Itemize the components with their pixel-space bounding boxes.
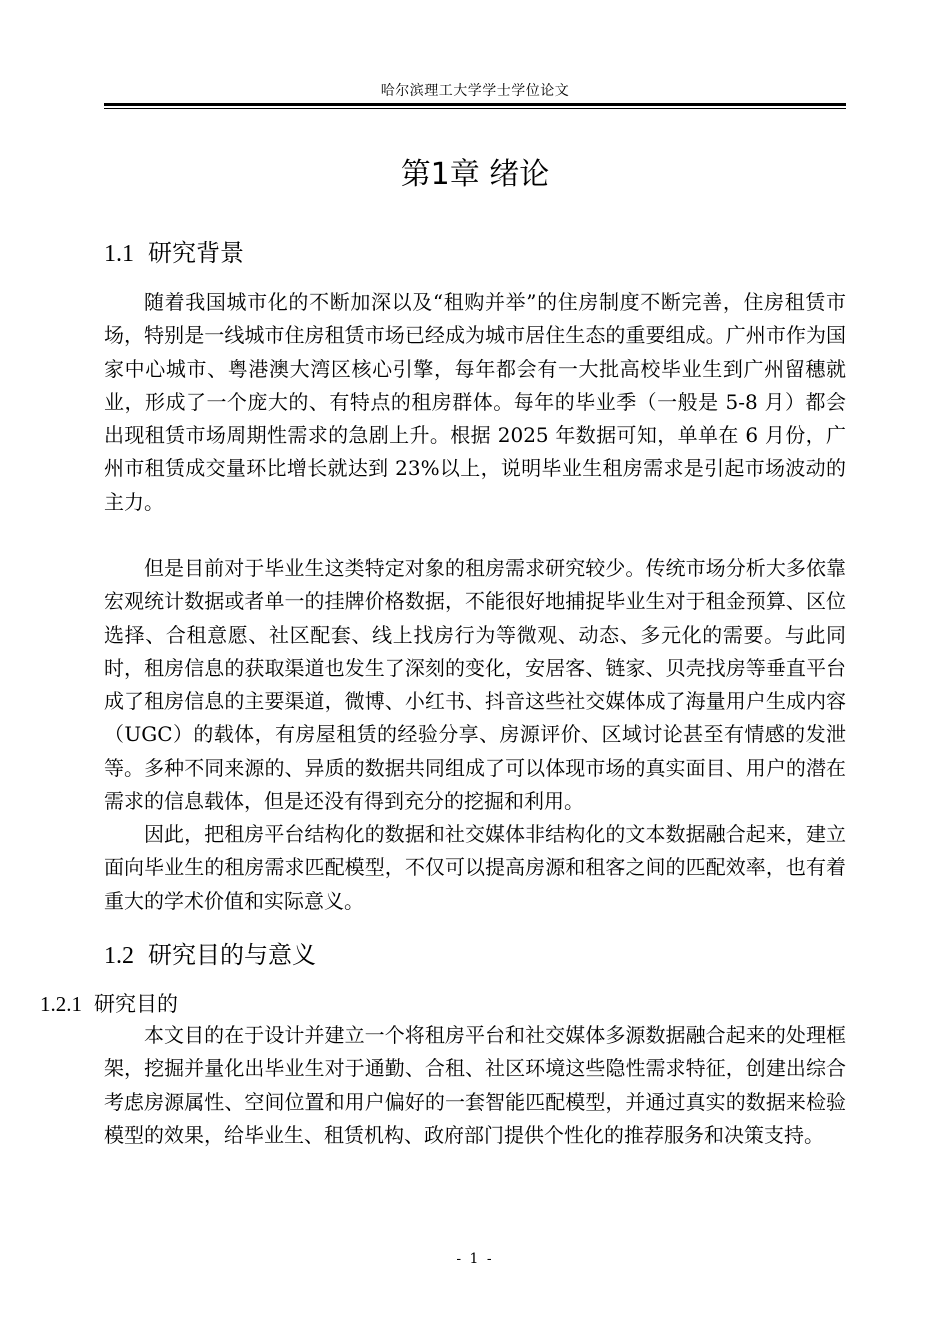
subsection-title: 研究目的 [94,992,178,1016]
section-number: 1.2 [104,943,134,969]
section-title: 研究背景 [148,239,244,267]
paragraph-background-2: 但是目前对于毕业生这类特定对象的租房需求研究较少。传统市场分析大多依靠宏观统计数据或者单一的挂牌价格数据，不能很好地捕捉毕业生对于租金预算、区位选择、合租意愿、社区配套、线上找房行为等微观、动态、多元化的需要。与此同时，租房信息的获取渠道也发生了深刻的变化，安居客、链家、贝壳找房等垂直平台成了租房信息的主要渠道，微博、小红书、抖音这些社交媒体成了海量用户生成内容（UGC）的载体，有房屋租赁的经验分享、房源评价、区域讨论甚至有情感的发泄等。多种不同来源的、异质的数据共同组成了可以体现市场的真实面目、用户的潜在需求的信息载体，但是还没有得到充分的挖掘和利用。 [104,556,846,814]
subsection-number: 1.2.1 [40,992,82,1016]
paragraph-background-1: 随着我国城市化的不断加深以及“租购并举”的住房制度不断完善，住房租赁市场，特别是一线城市住房租赁市场已经成为城市居住生态的重要组成。广州市作为国家中心城市、粤港澳大湾区核心引擎，每年都会有一大批高校毕业生到广州留穗就业，形成了一个庞大的、有特点的租房群体。每年的毕业季（一般是 5-8 月）都会出现租赁市场周期性需求的急剧上升。根据 2025 年数据可知，单单在 6 月份，广州市租赁成交量环比增长就达到 23%以上，说明毕业生租房需求是引起市场波动的主力。 [104,290,846,514]
section-title: 研究目的与意义 [148,941,316,969]
header-rule-thick [104,103,846,106]
section-heading-1-1 [104,237,244,270]
section-heading-1-2 [104,939,316,972]
chapter-title: 第1章 绪论 [400,157,550,192]
paragraph-research-purpose: 本文目的在于设计并建立一个将租房平台和社交媒体多源数据融合起来的处理框架，挖掘并量化出毕业生对于通勤、合租、社区环境这些隐性需求特征，创建出综合考虑房源属性、空间位置和用户偏好的一套智能匹配模型，并通过真实的数据来检验模型的效果，给毕业生、租赁机构、政府部门提供个性化的推荐服务和决策支持。 [104,1023,846,1147]
section-number: 1.1 [104,241,134,267]
running-header: 哈尔滨理工大学学士学位论文 [380,83,570,99]
subsection-heading-1-2-1 [40,990,178,1018]
header-rule-thin [104,108,846,109]
page-number: - 1 - [456,1251,494,1267]
paragraph-background-3: 因此，把租房平台结构化的数据和社交媒体非结构化的文本数据融合起来，建立面向毕业生的租房需求匹配模型，不仅可以提高房源和租客之间的匹配效率，也有着重大的学术价值和实际意义。 [104,822,846,913]
